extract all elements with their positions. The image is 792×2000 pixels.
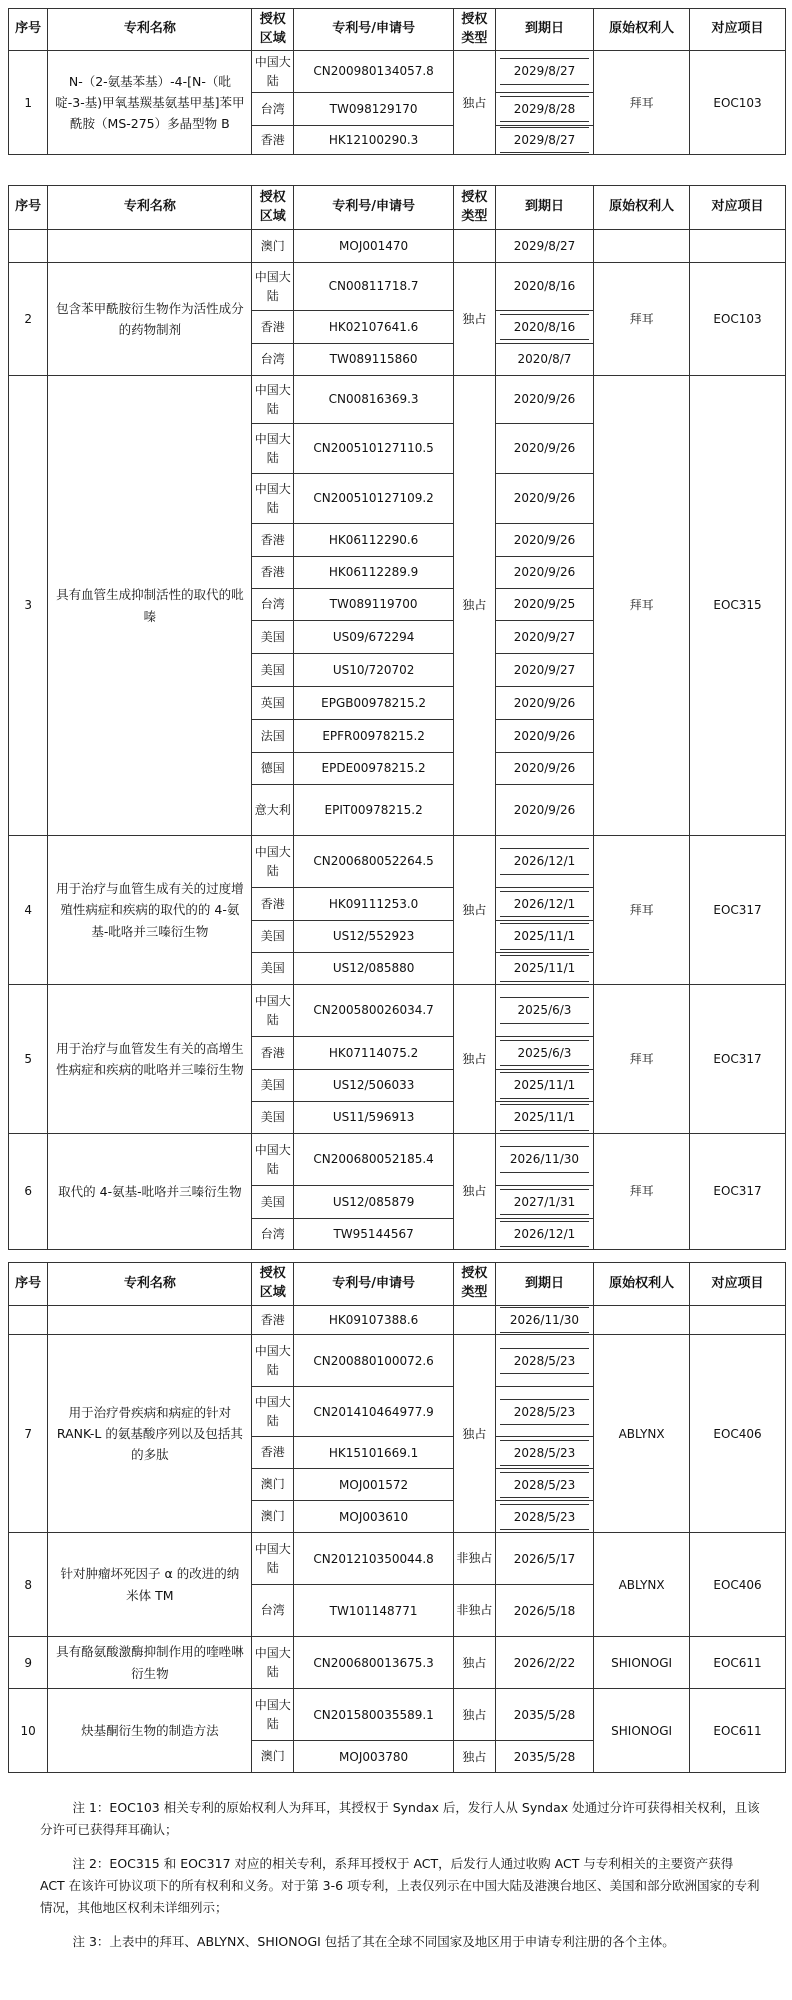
license-type: 独占 — [454, 1637, 496, 1689]
project: EOC406 — [690, 1335, 786, 1533]
original-owner: SHIONOGI — [594, 1689, 690, 1773]
patent-number: CN200510127109.2 — [294, 474, 454, 524]
patent-number: MOJ003780 — [294, 1741, 454, 1773]
patent-table-segment-3 — [8, 1262, 786, 1773]
table-row — [9, 230, 786, 263]
project: EOC611 — [690, 1637, 786, 1689]
patent-number: CN200980134057.8 — [294, 51, 454, 93]
patent-number: CN00816369.3 — [294, 376, 454, 424]
patent-number: MOJ003610 — [294, 1501, 454, 1533]
original-owner: 拜耳 — [594, 1134, 690, 1250]
patent-number: TW098129170 — [294, 93, 454, 126]
region: 香港 — [252, 311, 294, 344]
expiry-date: 2025/6/3 — [495, 1037, 593, 1070]
table-row — [9, 1637, 786, 1689]
region: 香港 — [252, 1437, 294, 1469]
license-type: 独占 — [454, 263, 496, 376]
expiry-date: 2029/8/27 — [495, 230, 593, 263]
region: 中国大陆 — [252, 424, 294, 474]
patent-name: 具有血管生成抑制活性的取代的吡嗪 — [48, 376, 252, 836]
table-header-row — [9, 9, 786, 51]
expiry-date: 2020/9/26 — [495, 557, 593, 589]
patent-number: EPFR00978215.2 — [294, 720, 454, 753]
patent-number: MOJ001470 — [294, 230, 454, 263]
header-cell: 授权区域 — [252, 1263, 294, 1306]
expiry-date: 2020/9/26 — [495, 424, 593, 474]
patent-number: TW95144567 — [294, 1219, 454, 1250]
row-number: 4 — [9, 836, 48, 985]
note-3 — [40, 1931, 760, 1953]
region: 中国大陆 — [252, 985, 294, 1037]
patent-number: CN200680052185.4 — [294, 1134, 454, 1186]
row-number: 10 — [9, 1689, 48, 1773]
region: 中国大陆 — [252, 1387, 294, 1437]
patent-name: 用于治疗骨疾病和病症的针对 RANK-L 的氨基酸序列以及包括其的多肽 — [48, 1335, 252, 1533]
row-number: 3 — [9, 376, 48, 836]
note-2 — [40, 1853, 760, 1919]
row-number: 7 — [9, 1335, 48, 1533]
patent-table-segment-2 — [8, 185, 786, 1250]
region: 台湾 — [252, 93, 294, 126]
patent-number: CN200510127110.5 — [294, 424, 454, 474]
patent-number: HK15101669.1 — [294, 1437, 454, 1469]
expiry-date: 2020/9/25 — [495, 589, 593, 621]
header-cell: 授权类型 — [454, 186, 496, 230]
project: EOC315 — [690, 376, 786, 836]
patent-number: US09/672294 — [294, 621, 454, 654]
region: 中国大陆 — [252, 1637, 294, 1689]
license-type-empty — [454, 230, 496, 263]
header-cell: 授权类型 — [454, 1263, 496, 1306]
header-cell: 原始权利人 — [594, 1263, 690, 1306]
expiry-date: 2028/5/23 — [495, 1469, 593, 1501]
license-type: 独占 — [454, 376, 496, 836]
patent-number: HK06112289.9 — [294, 557, 454, 589]
expiry-date: 2020/9/26 — [495, 753, 593, 785]
row-number: 5 — [9, 985, 48, 1134]
license-type: 独占 — [454, 51, 496, 155]
patent-name: 用于治疗与血管生成有关的过度增殖性病症和疾病的取代的的 4-氨基-吡咯并三嗪衍生物 — [48, 836, 252, 985]
note-1 — [40, 1797, 760, 1841]
expiry-date: 2025/11/1 — [495, 1102, 593, 1134]
patent-number: TW089119700 — [294, 589, 454, 621]
project: EOC317 — [690, 985, 786, 1134]
region: 中国大陆 — [252, 51, 294, 93]
region: 香港 — [252, 126, 294, 155]
expiry-date: 2028/5/23 — [495, 1387, 593, 1437]
patent-number: HK07114075.2 — [294, 1037, 454, 1070]
region: 台湾 — [252, 589, 294, 621]
patent-number: US11/596913 — [294, 1102, 454, 1134]
license-type: 独占 — [454, 1335, 496, 1533]
license-type-empty — [454, 1306, 496, 1335]
region: 澳门 — [252, 1741, 294, 1773]
license-type: 独占 — [454, 985, 496, 1134]
region: 台湾 — [252, 344, 294, 376]
patent-number: CN201580035589.1 — [294, 1689, 454, 1741]
table-row — [9, 1335, 786, 1387]
region: 澳门 — [252, 1501, 294, 1533]
region: 德国 — [252, 753, 294, 785]
patent-name: 针对肿瘤坏死因子 α 的改进的纳米体 TM — [48, 1533, 252, 1637]
region: 澳门 — [252, 230, 294, 263]
expiry-date: 2025/11/1 — [495, 921, 593, 953]
expiry-date: 2026/11/30 — [495, 1134, 593, 1186]
region: 意大利 — [252, 785, 294, 836]
region: 澳门 — [252, 1469, 294, 1501]
license-type: 独占 — [454, 836, 496, 985]
region: 法国 — [252, 720, 294, 753]
header-cell: 授权区域 — [252, 9, 294, 51]
region: 香港 — [252, 557, 294, 589]
original-owner: 拜耳 — [594, 376, 690, 836]
expiry-date: 2020/9/26 — [495, 524, 593, 557]
header-cell: 到期日 — [495, 186, 593, 230]
header-cell: 序号 — [9, 1263, 48, 1306]
patent-number: HK09107388.6 — [294, 1306, 454, 1335]
header-cell: 授权类型 — [454, 9, 496, 51]
patent-number: MOJ001572 — [294, 1469, 454, 1501]
header-cell: 专利名称 — [48, 186, 252, 230]
patent-number: HK06112290.6 — [294, 524, 454, 557]
region: 英国 — [252, 687, 294, 720]
table-header-row — [9, 186, 786, 230]
expiry-date: 2026/11/30 — [495, 1306, 593, 1335]
patent-name-empty — [48, 230, 252, 263]
region: 中国大陆 — [252, 474, 294, 524]
expiry-date: 2029/8/27 — [495, 51, 593, 93]
expiry-date: 2035/5/28 — [495, 1689, 593, 1741]
original-owner-empty — [594, 1306, 690, 1335]
expiry-date: 2025/11/1 — [495, 1070, 593, 1102]
expiry-date: 2020/9/26 — [495, 474, 593, 524]
original-owner-empty — [594, 230, 690, 263]
header-cell: 对应项目 — [690, 186, 786, 230]
expiry-date: 2026/12/1 — [495, 836, 593, 888]
region: 中国大陆 — [252, 263, 294, 311]
row-number: 2 — [9, 263, 48, 376]
region: 美国 — [252, 1102, 294, 1134]
region: 美国 — [252, 1186, 294, 1219]
patent-number: CN200880100072.6 — [294, 1335, 454, 1387]
project: EOC103 — [690, 51, 786, 155]
expiry-date: 2020/9/26 — [495, 687, 593, 720]
expiry-date: 2026/12/1 — [495, 888, 593, 921]
expiry-date: 2020/9/26 — [495, 720, 593, 753]
patent-number: EPDE00978215.2 — [294, 753, 454, 785]
project: EOC317 — [690, 1134, 786, 1250]
expiry-date: 2026/2/22 — [495, 1637, 593, 1689]
license-type: 非独占 — [454, 1533, 496, 1585]
table-row — [9, 1306, 786, 1335]
region: 中国大陆 — [252, 376, 294, 424]
expiry-date: 2020/9/27 — [495, 654, 593, 687]
table-row — [9, 1689, 786, 1741]
header-cell: 对应项目 — [690, 1263, 786, 1306]
header-cell: 序号 — [9, 186, 48, 230]
region: 香港 — [252, 1306, 294, 1335]
expiry-date: 2029/8/27 — [495, 126, 593, 155]
patent-number: HK12100290.3 — [294, 126, 454, 155]
patent-number: HK02107641.6 — [294, 311, 454, 344]
original-owner: ABLYNX — [594, 1335, 690, 1533]
header-cell: 专利号/申请号 — [294, 9, 454, 51]
expiry-date: 2020/9/26 — [495, 785, 593, 836]
patent-number: CN200680013675.3 — [294, 1637, 454, 1689]
region: 美国 — [252, 621, 294, 654]
patent-name: 炔基酮衍生物的制造方法 — [48, 1689, 252, 1773]
project: EOC103 — [690, 263, 786, 376]
region: 香港 — [252, 1037, 294, 1070]
region: 台湾 — [252, 1219, 294, 1250]
project: EOC317 — [690, 836, 786, 985]
project: EOC406 — [690, 1533, 786, 1637]
row-number: 6 — [9, 1134, 48, 1250]
patent-number: TW101148771 — [294, 1585, 454, 1637]
patent-number: CN201210350044.8 — [294, 1533, 454, 1585]
project: EOC611 — [690, 1689, 786, 1773]
region: 台湾 — [252, 1585, 294, 1637]
region: 香港 — [252, 524, 294, 557]
region: 美国 — [252, 953, 294, 985]
table-row — [9, 836, 786, 888]
header-cell: 到期日 — [495, 9, 593, 51]
row-number: 8 — [9, 1533, 48, 1637]
expiry-date: 2026/5/17 — [495, 1533, 593, 1585]
patent-number: US12/552923 — [294, 921, 454, 953]
project-empty — [690, 230, 786, 263]
table-row — [9, 263, 786, 311]
patent-number: CN200680052264.5 — [294, 836, 454, 888]
expiry-date: 2020/8/7 — [495, 344, 593, 376]
expiry-date: 2020/9/27 — [495, 621, 593, 654]
table-row — [9, 985, 786, 1037]
patent-name-empty — [48, 1306, 252, 1335]
patent-table-segment-1 — [8, 8, 786, 155]
region: 美国 — [252, 921, 294, 953]
header-cell: 到期日 — [495, 1263, 593, 1306]
patent-number: US12/506033 — [294, 1070, 454, 1102]
row-number: 9 — [9, 1637, 48, 1689]
patent-number: US12/085879 — [294, 1186, 454, 1219]
header-cell: 授权区域 — [252, 186, 294, 230]
original-owner: SHIONOGI — [594, 1637, 690, 1689]
region: 中国大陆 — [252, 1689, 294, 1741]
patent-number: TW089115860 — [294, 344, 454, 376]
patent-name: 用于治疗与血管发生有关的高增生性病症和疾病的吡咯并三嗪衍生物 — [48, 985, 252, 1134]
patent-name: 包含苯甲酰胺衍生物作为活性成分的药物制剂 — [48, 263, 252, 376]
header-cell: 序号 — [9, 9, 48, 51]
expiry-date: 2035/5/28 — [495, 1741, 593, 1773]
expiry-date: 2026/5/18 — [495, 1585, 593, 1637]
original-owner: ABLYNX — [594, 1533, 690, 1637]
patent-name: 具有酪氨酸激酶抑制作用的喹唑啉衍生物 — [48, 1637, 252, 1689]
header-cell: 对应项目 — [690, 9, 786, 51]
expiry-date: 2029/8/28 — [495, 93, 593, 126]
patent-number: US10/720702 — [294, 654, 454, 687]
table-row — [9, 51, 786, 93]
patent-name: N-（2-氨基苯基）-4-[N-（吡啶-3-基)甲氧基羰基氨基甲基]苯甲酰胺（MS-275）多晶型物 B — [48, 51, 252, 155]
header-cell: 专利号/申请号 — [294, 1263, 454, 1306]
row-number-empty — [9, 1306, 48, 1335]
original-owner: 拜耳 — [594, 51, 690, 155]
note-text: 注 2：EOC315 和 EOC317 对应的相关专利，系拜耳授权于 ACT，后发行人通过收购 ACT 与专利相关的主要资产获得 ACT 在该许可协议项下的所有权利和义务。对于第 3-6 项专利，上表仅列示在中国大陆及港澳台地区、美国和部分欧洲国家的专利情况，其他地区权利未详细列示； — [40, 1856, 760, 1915]
patent-number: HK09111253.0 — [294, 888, 454, 921]
table-row — [9, 1533, 786, 1585]
region: 中国大陆 — [252, 1335, 294, 1387]
expiry-date: 2025/6/3 — [495, 985, 593, 1037]
patent-name: 取代的 4-氨基-吡咯并三嗪衍生物 — [48, 1134, 252, 1250]
expiry-date: 2028/5/23 — [495, 1437, 593, 1469]
license-type: 独占 — [454, 1741, 496, 1773]
region: 中国大陆 — [252, 836, 294, 888]
table-row — [9, 1134, 786, 1186]
patent-number: CN00811718.7 — [294, 263, 454, 311]
region: 中国大陆 — [252, 1134, 294, 1186]
header-cell: 专利号/申请号 — [294, 186, 454, 230]
header-cell: 原始权利人 — [594, 9, 690, 51]
patent-number: EPIT00978215.2 — [294, 785, 454, 836]
expiry-date: 2020/9/26 — [495, 376, 593, 424]
license-type: 非独占 — [454, 1585, 496, 1637]
header-cell: 专利名称 — [48, 9, 252, 51]
region: 香港 — [252, 888, 294, 921]
original-owner: 拜耳 — [594, 836, 690, 985]
expiry-date: 2027/1/31 — [495, 1186, 593, 1219]
expiry-date: 2020/8/16 — [495, 263, 593, 311]
expiry-date: 2028/5/23 — [495, 1501, 593, 1533]
expiry-date: 2028/5/23 — [495, 1335, 593, 1387]
note-text: 注 3：上表中的拜耳、ABLYNX、SHIONOGI 包括了其在全球不同国家及地区用于申请专利注册的各个主体。 — [72, 1934, 675, 1949]
patent-number: CN201410464977.9 — [294, 1387, 454, 1437]
region: 中国大陆 — [252, 1533, 294, 1585]
expiry-date: 2025/11/1 — [495, 953, 593, 985]
expiry-date: 2026/12/1 — [495, 1219, 593, 1250]
expiry-date: 2020/8/16 — [495, 311, 593, 344]
original-owner: 拜耳 — [594, 985, 690, 1134]
region: 美国 — [252, 1070, 294, 1102]
header-cell: 原始权利人 — [594, 186, 690, 230]
table-row — [9, 376, 786, 424]
project-empty — [690, 1306, 786, 1335]
patent-number: US12/085880 — [294, 953, 454, 985]
license-type: 独占 — [454, 1134, 496, 1250]
original-owner: 拜耳 — [594, 263, 690, 376]
note-text: 注 1：EOC103 相关专利的原始权利人为拜耳，其授权于 Syndax 后，发行人从 Syndax 处通过分许可获得相关权利，且该分许可已获得拜耳确认； — [40, 1800, 760, 1837]
license-type: 独占 — [454, 1689, 496, 1741]
patent-number: EPGB00978215.2 — [294, 687, 454, 720]
header-cell: 专利名称 — [48, 1263, 252, 1306]
table-header-row — [9, 1263, 786, 1306]
row-number: 1 — [9, 51, 48, 155]
region: 美国 — [252, 654, 294, 687]
row-number-empty — [9, 230, 48, 263]
patent-number: CN200580026034.7 — [294, 985, 454, 1037]
